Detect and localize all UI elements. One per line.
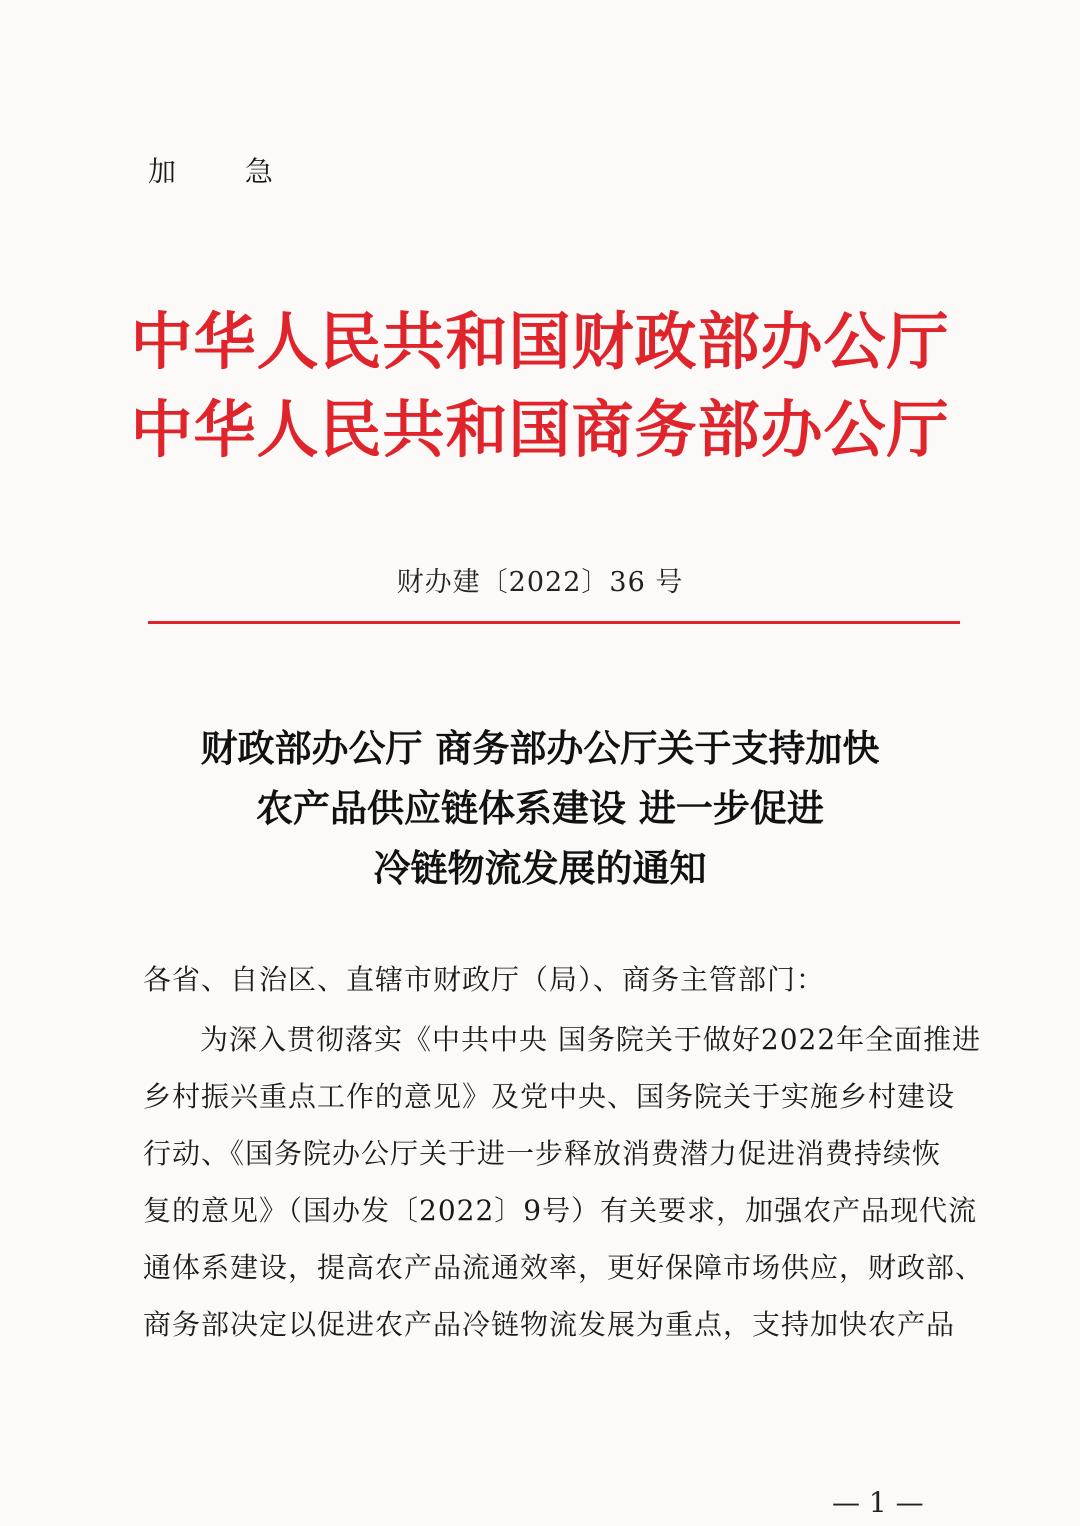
- body-line-4: 复的意见》（国办发〔2022〕9号）有关要求，加强农产品现代流: [143, 1194, 978, 1227]
- issuer-mofcom: 中华人民共和国商务部办公厅: [130, 393, 950, 466]
- body-line-6: 商务部决定以促进农产品冷链物流发展为重点，支持加快农产品: [143, 1308, 956, 1341]
- document-title-line-3: 冷链物流发展的通知: [373, 846, 707, 890]
- page-number: — 1 —: [832, 1486, 924, 1519]
- red-divider: [148, 621, 960, 624]
- body-line-1: 为深入贯彻落实《中共中央 国务院关于做好2022年全面推进: [200, 1023, 982, 1056]
- body-line-3: 行动、《国务院办公厅关于进一步释放消费潜力促进消费持续恢: [143, 1137, 942, 1170]
- urgency-label: 加 急: [148, 155, 303, 188]
- document-title-line-1: 财政部办公厅 商务部办公厅关于支持加快: [200, 726, 880, 770]
- body-line-5: 通体系建设，提高农产品流通效率，更好保障市场供应，财政部、: [143, 1251, 985, 1284]
- document-title-line-2: 农产品供应链体系建设 进一步促进: [256, 786, 824, 830]
- salutation: 各省、自治区、直辖市财政厅（局）、商务主管部门：: [143, 963, 826, 996]
- issuer-mof: 中华人民共和国财政部办公厅: [130, 305, 950, 378]
- document-number: 财办建〔2022〕36 号: [396, 567, 684, 598]
- body-line-2: 乡村振兴重点工作的意见》及党中央、国务院关于实施乡村建设: [143, 1080, 956, 1113]
